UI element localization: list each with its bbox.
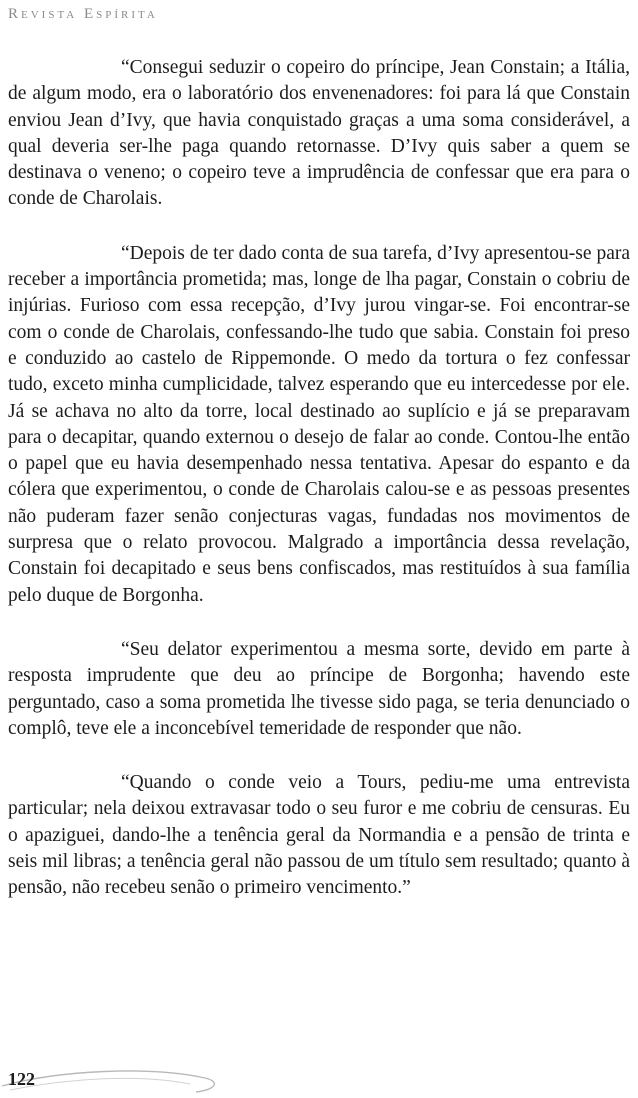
paragraph-1: “Consegui seduzir o copeiro do príncipe, Jean Constain; a Itália, de algum modo, era o laboratório dos envenenadores: foi para lá que Constain enviou Jean d’Ivy, que havia conquistado graças a uma soma considerável, a qual deveria ser-lhe paga quando retornasse. D’Ivy quis saber a quem se destinava o veneno; o copeiro teve a imprudência de confessar que era para o conde de Charolais. (8, 57, 630, 210)
paragraph-2: “Depois de ter dado conta de sua tarefa, d’Ivy apresentou-se para receber a importância prometida; mas, longe de lha pagar, Constain o cobriu de injúrias. Furioso com essa recepção, d’Ivy jurou vingar-se. Foi encontrar-se com o conde de Charolais, confessando-lhe tudo que sabia. Constain foi preso e conduzido ao castelo de Rippemonde. O medo da tortura o fez confessar tudo, exceto minha cumplicidade, talvez esperando que eu intercedesse por ele. Já se achava no alto da torre, local destinado ao suplício e já se preparavam para o decapitar, quando externou o desejo de falar ao conde. Contou-lhe então o papel que eu havia desempenhado nessa tentativa. Apesar do espanto e da cólera que experimentou, o conde de Charolais calou-se e as pessoas presentes não puderam fazer senão conjecturas vagas, fundadas nos movimentos de surpresa que o relato provocou. Malgrado a importância dessa revelação, Constain foi decapitado e seus bens confiscados, mas restituídos à sua família pelo duque de Borgonha. (8, 242, 630, 606)
page-number: 122 (8, 1069, 35, 1089)
footer-swoosh-ornament (0, 1060, 260, 1098)
body-text (8, 55, 630, 902)
running-header-title: Revista Espírita (8, 6, 158, 22)
paragraph-4: “Quando o conde veio a Tours, pediu-me uma entrevista particular; nela deixou extravasar todo o seu furor e me cobriu de censuras. Eu o apaziguei, dando-lhe a tenência geral da Normandia e a pensão de trinta e seis mil libras; a tenência geral não passou de um título sem resultado; quanto à pensão, não recebeu senão o primeiro vencimento.” (8, 772, 630, 899)
paragraph-3: “Seu delator experimentou a mesma sorte, devido em parte à resposta imprudente que deu ao príncipe de Borgonha; havendo este perguntado, caso a soma prometida lhe tivesse sido paga, se teria denunciado o complô, teve ele a inconcebível temeridade de responder que não. (8, 638, 630, 739)
